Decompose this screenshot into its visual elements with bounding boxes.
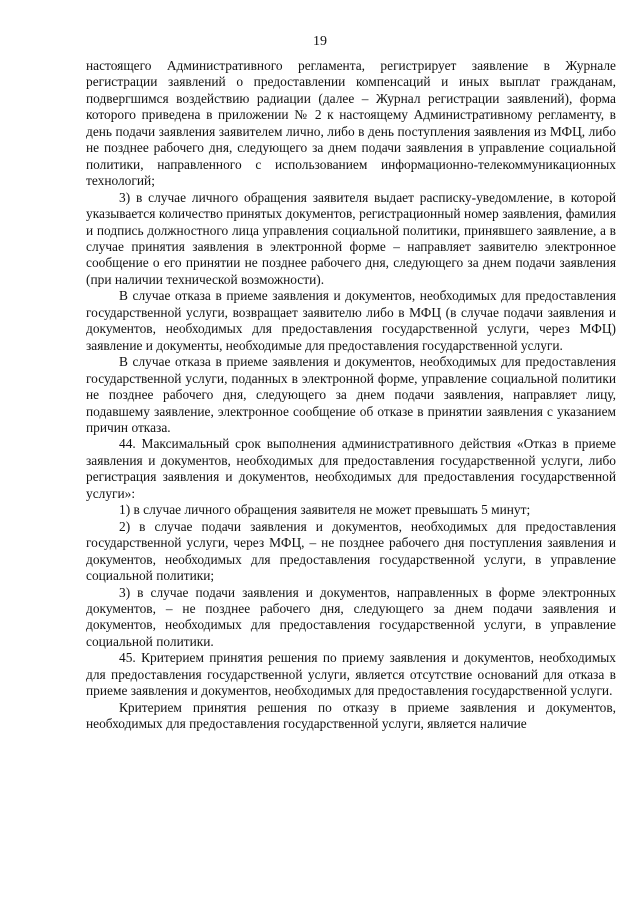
paragraph-continuation: настоящего Административного регламента, регистрирует заявление в Журнале регистрации заявлений о предоставлении компенсаций и иных выплат гражданам, подвергшимся воздействию радиации (далее – Журнал регистрации заявлений), форма которого приведена в приложении № 2 к настоящему Административному регламенту, в день подачи заявления заявителем лично, либо в день поступления заявления из МФЦ, либо не позднее рабочего дня, следующего за днем подачи заявления в управление социальной политики, направленного с использованием информационно-телекоммуникационных технологий; bbox=[86, 58, 616, 189]
document-body bbox=[86, 58, 616, 733]
paragraph-refusal-criterion: Критерием принятия решения по отказу в приеме заявления и документов, необходимых для предоставления государственной услуги, является наличие bbox=[86, 699, 616, 732]
paragraph-item-3-receipt: 3) в случае личного обращения заявителя выдает расписку-уведомление, в которой указывается количество принятых документов, регистрационный номер заявления, фамилия и подпись должностного лица управления социальной политики, принявшего заявление, а в случае принятия заявления в электронной форме – направляет заявителю электронное сообщение о его принятии не позднее рабочего дня, следующего за днем подачи заявления (при наличии технической возможности). bbox=[86, 189, 616, 287]
paragraph-clause-44-item-1: 1) в случае личного обращения заявителя не может превышать 5 минут; bbox=[119, 502, 531, 518]
paragraph-refusal-electronic: В случае отказа в приеме заявления и документов, необходимых для предоставления государственной услуги, поданных в электронной форме, управление социальной политики не позднее рабочего дня, следующего за днем подачи заявления, направляет лицу, подавшему заявление, электронное сообщение об отказе в принятии заявления с указанием причин отказа. bbox=[86, 354, 616, 435]
paragraph-clause-45: 45. Критерием принятия решения по приему заявления и документов, необходимых для предоставления государственной услуги, является отсутствие оснований для отказа в приеме заявления и документов, необходимых для предоставления государственной услуги. bbox=[86, 650, 616, 699]
page-number: 19 bbox=[313, 34, 327, 49]
paragraph-clause-44-item-3: 3) в случае подачи заявления и документов, направленных в форме электронных документов, – не позднее рабочего дня, следующего за днем подачи заявления и документов, необходимых для предоставления государственной услуги, в управление социальной политики. bbox=[86, 584, 616, 649]
paragraph-refusal-return: В случае отказа в приеме заявления и документов, необходимых для предоставления государственной услуги, возвращает заявителю либо в МФЦ (в случае подачи заявления и документов, необходимых для предоставления государственной услуги, через МФЦ) заявление и документы, необходимые для предоставления государственной услуги. bbox=[86, 288, 616, 353]
paragraph-clause-44-item-2: 2) в случае подачи заявления и документов, необходимых для предоставления государственной услуги, через МФЦ, – не позднее рабочего дня поступления заявления и документов, необходимых для предоставления государственной услуги, в управление социальной политики; bbox=[86, 518, 616, 584]
paragraph-clause-44: 44. Максимальный срок выполнения административного действия «Отказ в приеме заявления и документов, необходимых для предоставления государственной услуги, либо регистрация заявления и документов, необходимых для предоставления государственной услуги»: bbox=[86, 436, 616, 501]
